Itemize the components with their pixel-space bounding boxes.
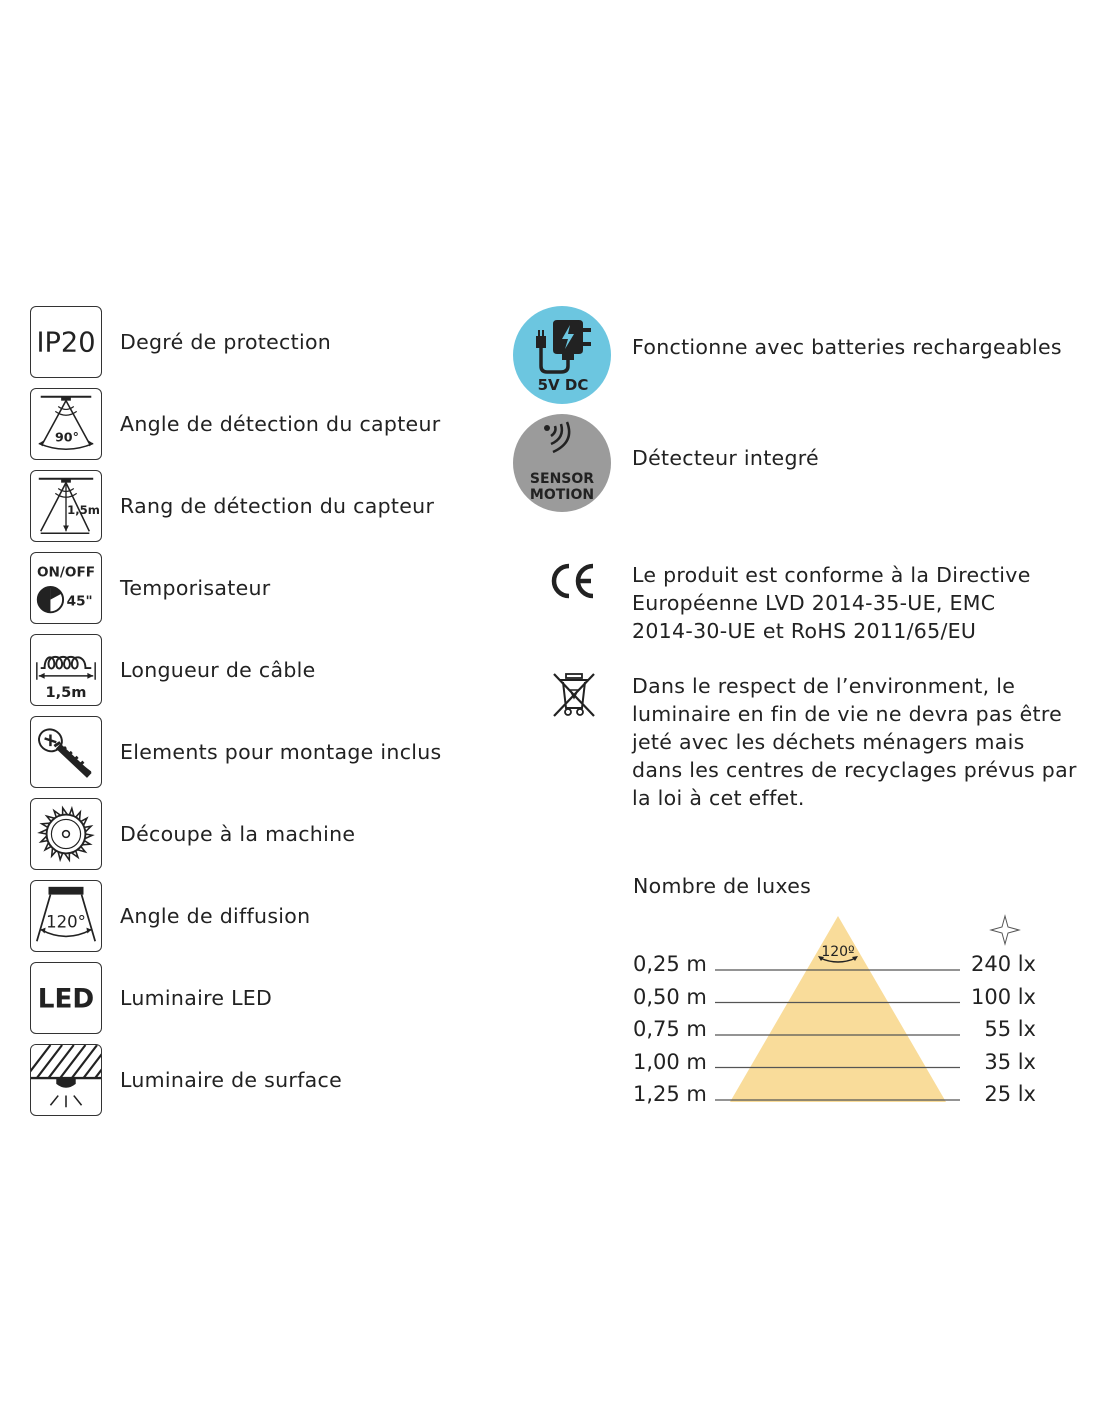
feature-label: Angle de diffusion — [120, 904, 311, 928]
feature-label: Détecteur integré — [632, 446, 819, 470]
feature-detection-angle — [30, 388, 490, 462]
svg-text:90°: 90° — [55, 429, 79, 445]
feature-label: Degré de protection — [120, 330, 332, 354]
svg-text:120°: 120° — [46, 912, 86, 932]
feature-label: Angle de détection du capteur — [120, 412, 441, 436]
feature-label: Longueur de câble — [120, 658, 316, 682]
feature-timer — [30, 552, 490, 626]
svg-text:LED: LED — [37, 984, 95, 1015]
feature-label: Luminaire LED — [120, 986, 273, 1010]
text-line: 2014-30-UE et RoHS 2011/65/EU — [632, 619, 977, 643]
charger-plug-icon — [513, 306, 611, 404]
cable-length-icon — [30, 634, 102, 706]
feature-label: Fonctionne avec batteries rechargeables — [632, 335, 1062, 359]
svg-text:SENSOR: SENSOR — [529, 471, 595, 487]
feature-ip20 — [30, 306, 490, 380]
distance-label: 1,00 m — [633, 1049, 707, 1074]
feature-led — [30, 962, 490, 1036]
distance-label: 0,25 m — [633, 952, 707, 976]
svg-text:1,5m: 1,5m — [45, 684, 87, 702]
feature-diffusion-angle — [30, 880, 490, 954]
detection-range-icon — [30, 470, 102, 542]
surface-mount-icon — [30, 1044, 102, 1116]
ce-description — [632, 561, 1031, 645]
feature-mounting — [30, 716, 490, 790]
motion-sensor-icon — [513, 414, 611, 512]
angle-label: 120º — [821, 944, 855, 960]
feature-machine-cut — [30, 798, 490, 872]
feature-label: Découpe à la machine — [120, 822, 356, 846]
text-line: la loi à cet effet. — [632, 786, 805, 810]
lux-title: Nombre de luxes — [633, 874, 812, 898]
distance-label: 0,75 m — [633, 1017, 707, 1041]
feature-surface-mount — [30, 1044, 490, 1118]
distance-label: 0,50 m — [633, 984, 707, 1009]
feature-label: Luminaire de surface — [120, 1068, 342, 1092]
text-line: Européenne LVD 2014-35-UE, EMC — [632, 591, 996, 615]
lux-value: 100 lx — [970, 984, 1036, 1009]
crossed-bin-icon — [550, 670, 598, 720]
feature-detection-range — [30, 470, 490, 544]
svg-text:IP20: IP20 — [36, 327, 96, 359]
weee-description — [632, 672, 1077, 812]
svg-text:1,5m: 1,5m — [67, 502, 100, 517]
text-line: luminaire en fin de vie ne devra pas être — [632, 702, 1063, 726]
svg-text:45": 45" — [66, 593, 93, 610]
lux-value: 55 lx — [984, 1017, 1036, 1041]
text-line: dans les centres de recyclages prévus par — [632, 758, 1077, 782]
led-icon — [30, 962, 102, 1034]
text-line: Le produit est conforme à la Directive — [632, 563, 1031, 587]
ce-mark-icon — [547, 560, 597, 602]
svg-text:MOTION: MOTION — [529, 487, 595, 503]
distance-label: 1,25 m — [633, 1082, 707, 1106]
ip20-icon — [30, 306, 102, 378]
svg-text:ON/OFF: ON/OFF — [36, 564, 96, 581]
feature-label: Rang de détection du capteur — [120, 494, 435, 518]
diffusion-angle-icon — [30, 880, 102, 952]
text-line: jeté avec les déchets ménagers mais — [632, 730, 1025, 754]
feature-label: Elements pour montage inclus — [120, 740, 442, 764]
lux-value: 240 lx — [970, 952, 1036, 976]
saw-blade-icon — [30, 798, 102, 870]
feature-cable-length — [30, 634, 490, 708]
screw-icon — [30, 716, 102, 788]
detection-angle-icon — [30, 388, 102, 460]
lux-value: 25 lx — [984, 1082, 1036, 1106]
timer-icon — [30, 552, 102, 624]
light-sparkle-icon — [991, 916, 1019, 944]
lux-value: 35 lx — [984, 1049, 1036, 1074]
feature-label: Temporisateur — [120, 576, 271, 600]
text-line: Dans le respect de l’environment, le — [632, 674, 1016, 698]
svg-text:5V DC: 5V DC — [537, 376, 589, 394]
